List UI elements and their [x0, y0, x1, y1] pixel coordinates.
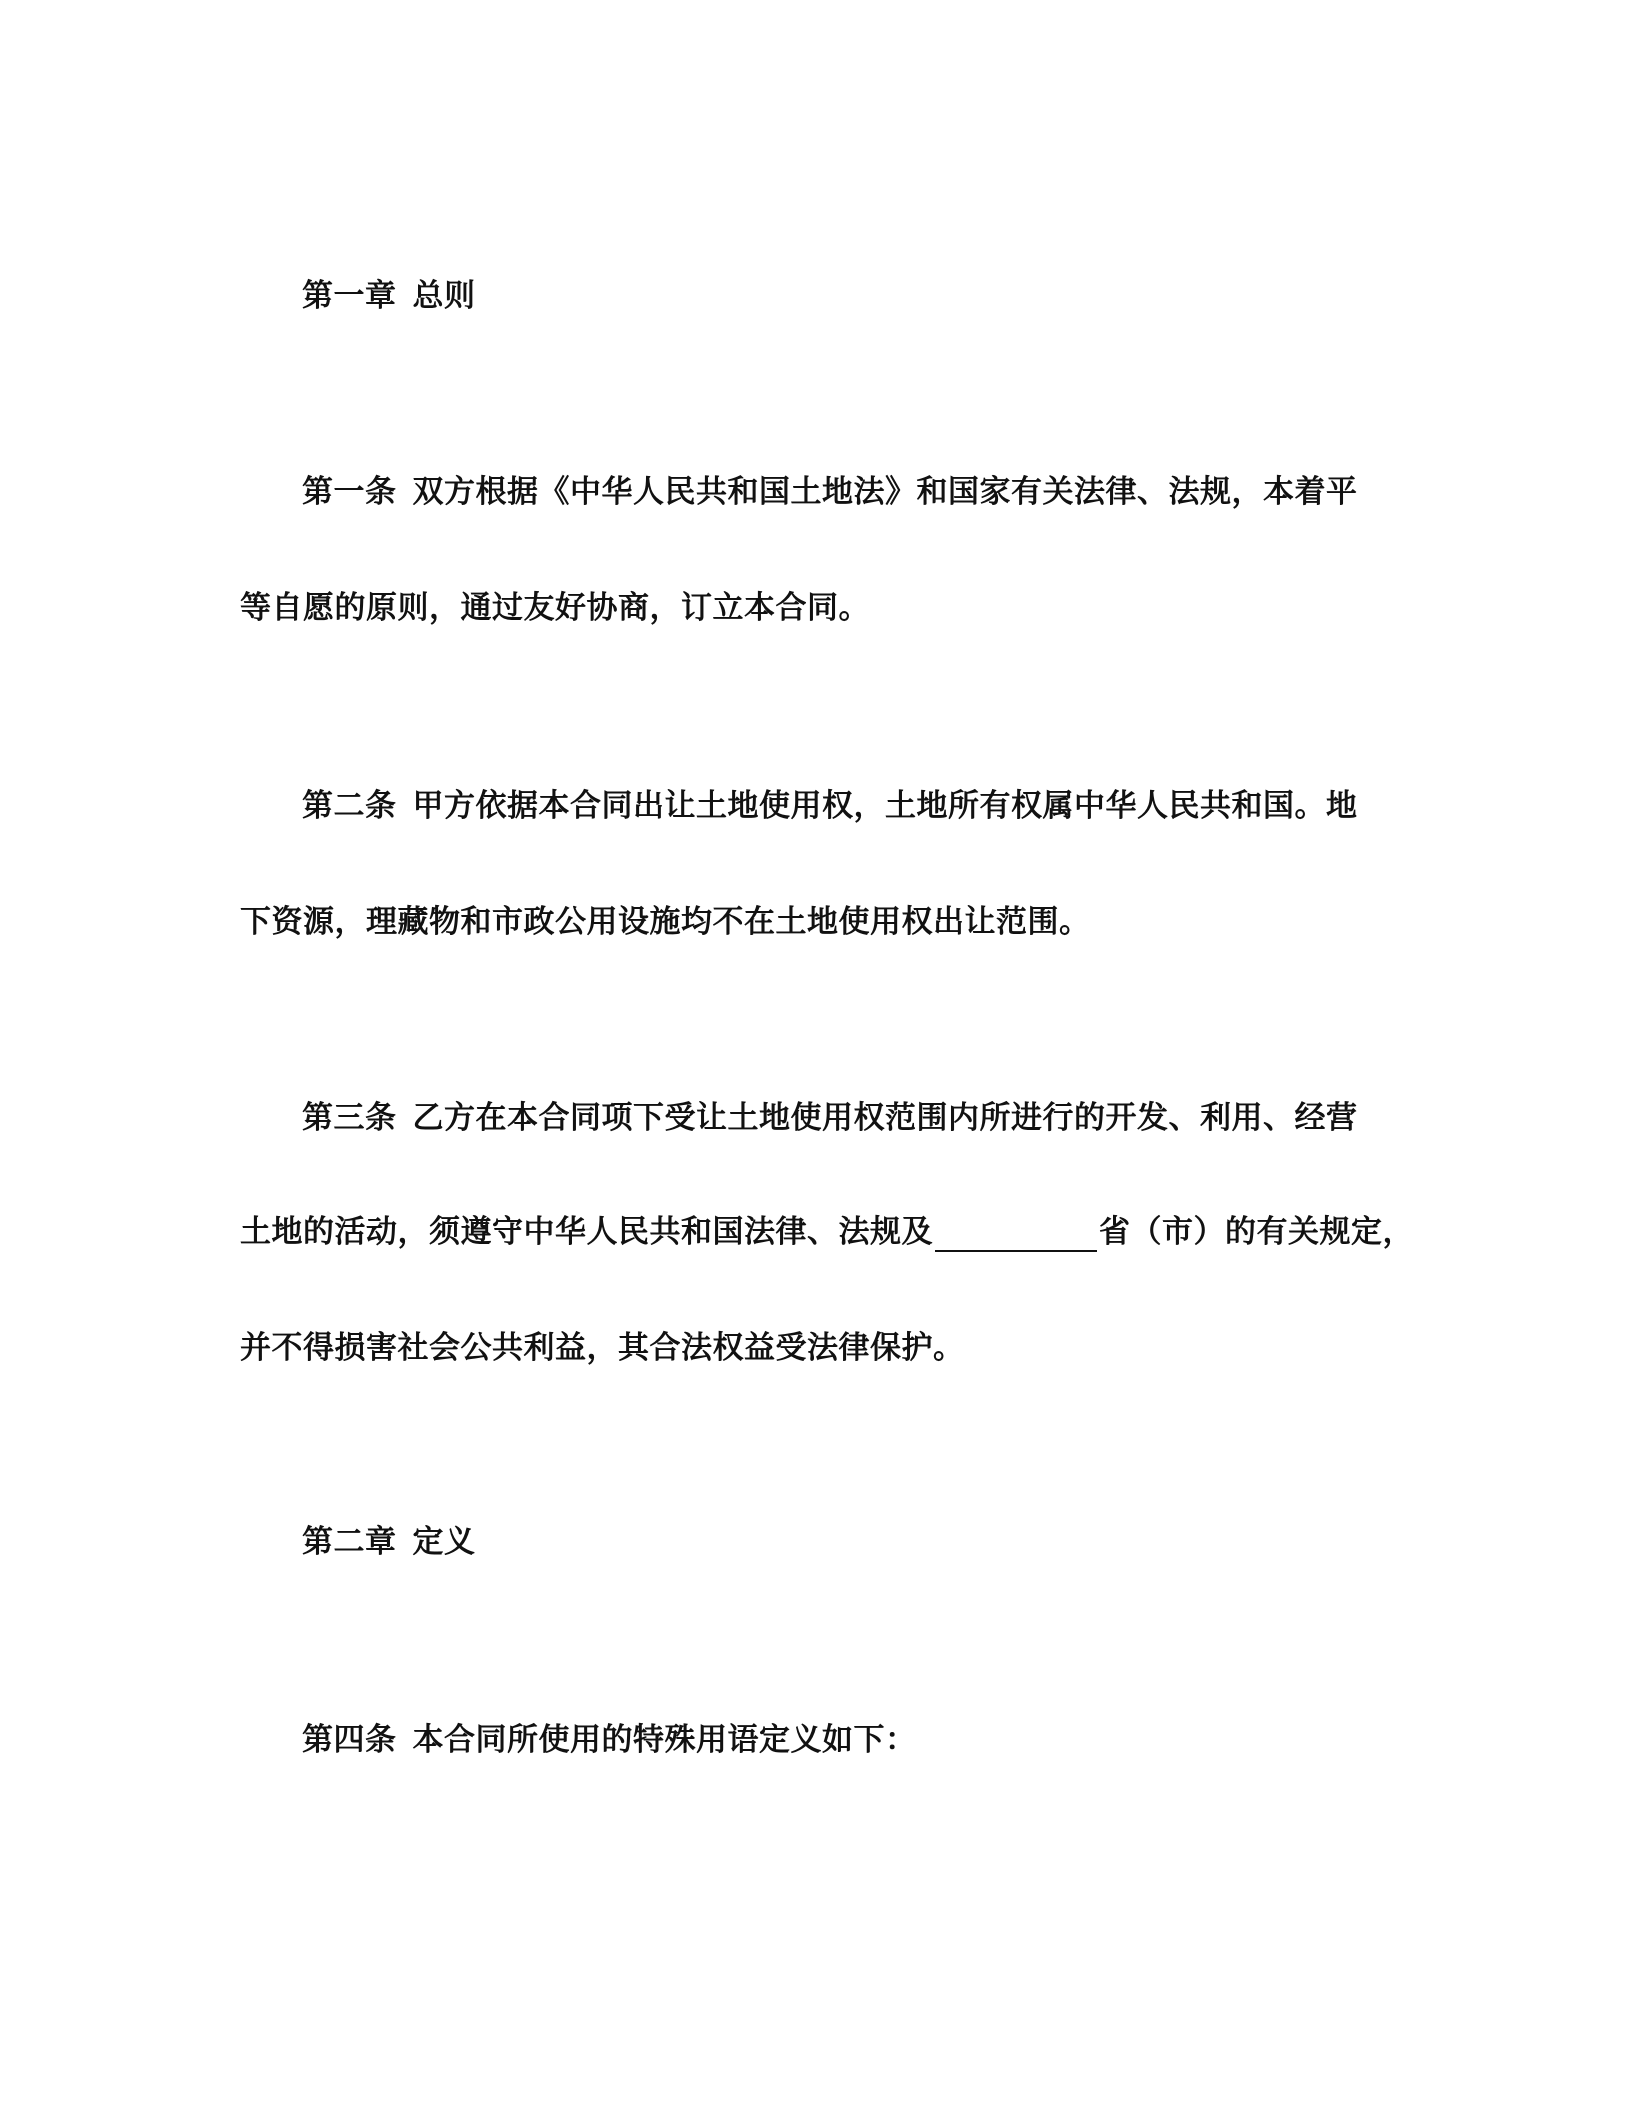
chapter-1-number: 第一章	[302, 278, 397, 314]
article-3-line-1	[302, 1098, 1358, 1138]
province-blank-field[interactable]	[935, 1220, 1097, 1252]
article-3-line-3: 并不得损害社会公共利益，其合法权益受法律保护。	[240, 1330, 965, 1366]
article-1-number: 第一条	[302, 474, 397, 510]
article-3-line-2	[240, 1212, 1414, 1252]
article-1-line-1	[302, 472, 1358, 512]
article-1-line-2: 等自愿的原则，通过友好协商，订立本合同。	[240, 590, 870, 626]
article-3-text-2b: 省（市）的有关规定，	[1099, 1214, 1414, 1250]
chapter-1-title: 总则	[412, 278, 476, 314]
article-2-line-2: 下资源，理藏物和市政公用设施均不在土地使用权出让范围。	[240, 904, 1091, 940]
article-4-text-1: 本合同所使用的特殊用语定义如下：	[412, 1722, 917, 1758]
article-2-line-1	[302, 786, 1358, 826]
chapter-2-title: 定义	[412, 1524, 476, 1560]
article-2-number: 第二条	[302, 788, 397, 824]
chapter-2-number: 第二章	[302, 1524, 397, 1560]
article-3-number: 第三条	[302, 1100, 397, 1136]
article-4-line-1	[302, 1720, 917, 1760]
article-4-number: 第四条	[302, 1722, 397, 1758]
chapter-1-heading	[302, 276, 476, 316]
article-3-text-2a: 土地的活动，须遵守中华人民共和国法律、法规及	[240, 1214, 933, 1250]
chapter-2-heading	[302, 1522, 476, 1562]
article-3-text-1: 乙方在本合同项下受让土地使用权范围内所进行的开发、利用、经营	[412, 1100, 1358, 1136]
article-1-text-1: 双方根据《中华人民共和国土地法》和国家有关法律、法规，本着平	[412, 474, 1358, 510]
article-2-text-1: 甲方依据本合同出让土地使用权，土地所有权属中华人民共和国。地	[412, 788, 1358, 824]
